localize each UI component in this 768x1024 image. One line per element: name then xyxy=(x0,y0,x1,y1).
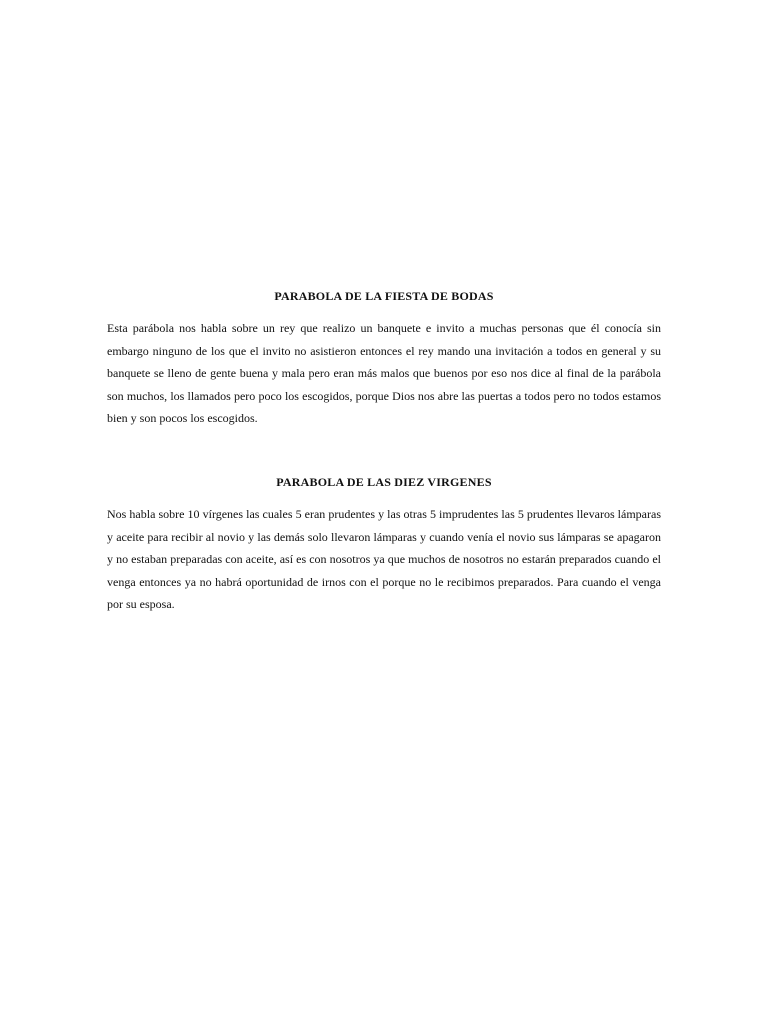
section-heading: PARABOLA DE LAS DIEZ VIRGENES xyxy=(276,475,492,489)
section-body: Esta parábola nos habla sobre un rey que realizo un banquete e invito a muchas personas que él conocía sin embargo ninguno de los que el invito no asistieron entonces el rey mando una invitación a todos en general y su banquete se lleno de gente buena y mala pero eran más malos que buenos por eso nos dice al final de la parábola son muchos, los llamados pero poco los escogidos, porque Dios nos abre las puertas a todos pero no todos estamos bien y son pocos los escogidos. xyxy=(107,321,661,426)
section-diez-virgenes xyxy=(107,474,661,616)
section-body: Nos habla sobre 10 vírgenes las cuales 5 eran prudentes y las otras 5 imprudentes las 5 prudentes llevaros lámparas y aceite para recibir al novio y las demás solo llevaron lámparas y cuando venía el novio sus lámparas se apagaron y no estaban preparadas con aceite, así es con nosotros ya que muchos de nosotros no estarán preparados cuando el venga entonces ya no habrá oportunidad de irnos con el porque no le recibimos preparados. Para cuando el venga por su esposa. xyxy=(107,507,661,612)
section-heading: PARABOLA DE LA FIESTA DE BODAS xyxy=(274,289,494,303)
section-fiesta-de-bodas xyxy=(107,288,661,430)
